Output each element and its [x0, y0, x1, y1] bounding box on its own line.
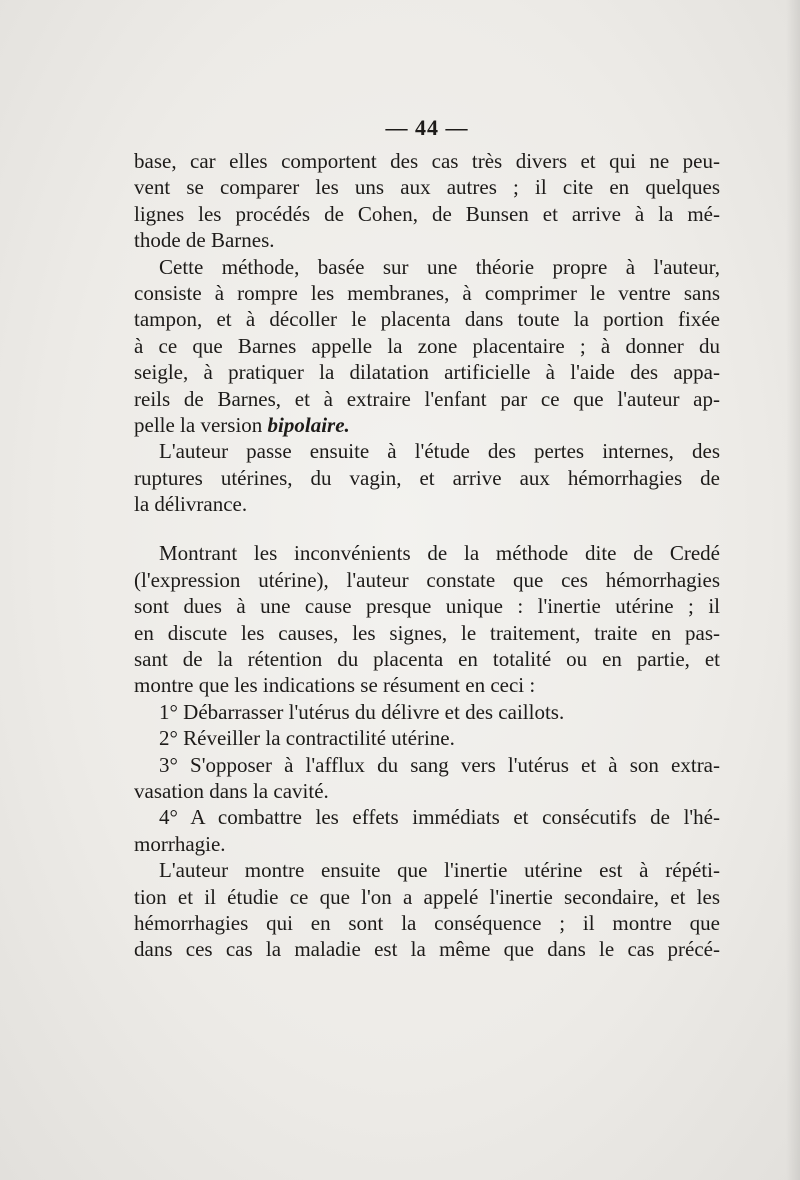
text-line: thode de Barnes. — [134, 228, 275, 253]
text-line: montre que les indications se résument en ceci : — [134, 673, 536, 698]
text-line: lignes les procédés de Cohen, de Bunsen et arrive à la mé- — [134, 201, 720, 226]
italic-term: bipolaire. — [267, 412, 350, 437]
list-item: 4° A combattre les effets immédiats et consécutifs de l'hé- — [159, 805, 720, 830]
text-line — [134, 412, 720, 438]
text-line: sont dues à une cause presque unique : l'inertie utérine ; il — [134, 594, 720, 619]
text-line: tampon, et à décoller le placenta dans toute la portion fixée — [134, 307, 720, 332]
text-line: vent se comparer les uns aux autres ; il cite en quelques — [134, 175, 720, 200]
list-item: 2° Réveiller la contractilité utérine. — [159, 726, 455, 751]
page-number: — 44 — — [385, 115, 469, 140]
text-line: vasation dans la cavité. — [134, 778, 329, 803]
text-line: base, car elles comportent des cas très divers et qui ne peu- — [134, 149, 720, 173]
text-line: à ce que Barnes appelle la zone placentaire ; à donner du — [134, 333, 720, 358]
paragraph-gap — [134, 517, 720, 540]
text-line: la délivrance. — [134, 492, 248, 517]
list-item: 1° Débarrasser l'utérus du délivre et des caillots. — [159, 699, 565, 724]
text-line: ruptures utérines, du vagin, et arrive aux hémorrhagies de — [134, 465, 720, 490]
text-line: consiste à rompre les membranes, à comprimer le ventre sans — [134, 280, 720, 305]
text-line: L'auteur montre ensuite que l'inertie utérine est à répéti- — [159, 858, 720, 883]
page-text — [134, 108, 720, 963]
text-line: Montrant les inconvénients de la méthode dite de Credé — [159, 541, 720, 566]
text-line: sant de la rétention du placenta en totalité ou en partie, et — [134, 647, 720, 672]
text-line: reils de Barnes, et à extraire l'enfant par ce que l'auteur ap- — [134, 386, 720, 411]
text-line: (l'expression utérine), l'auteur constate que ces hémorrhagies — [134, 567, 720, 592]
text-line: hémorrhagies qui en sont la conséquence ; il montre que — [134, 910, 720, 935]
text-line: tion et il étudie ce que l'on a appelé l'inertie secondaire, et les — [134, 884, 720, 909]
text-line-part: pelle la version — [134, 412, 268, 437]
text-line: en discute les causes, les signes, le traitement, traite en pas- — [134, 620, 720, 645]
page-edge-shadow — [786, 0, 800, 1180]
text-line: Cette méthode, basée sur une théorie propre à l'auteur, — [159, 254, 720, 279]
text-line: morrhagie. — [134, 831, 226, 856]
text-line: L'auteur passe ensuite à l'étude des pertes internes, des — [159, 439, 720, 464]
text-line: dans ces cas la maladie est la même que dans le cas précé- — [134, 937, 720, 962]
text-line: seigle, à pratiquer la dilatation artificielle à l'aide des appa- — [134, 360, 720, 385]
list-item: 3° S'opposer à l'afflux du sang vers l'utérus et à son extra- — [159, 752, 720, 777]
